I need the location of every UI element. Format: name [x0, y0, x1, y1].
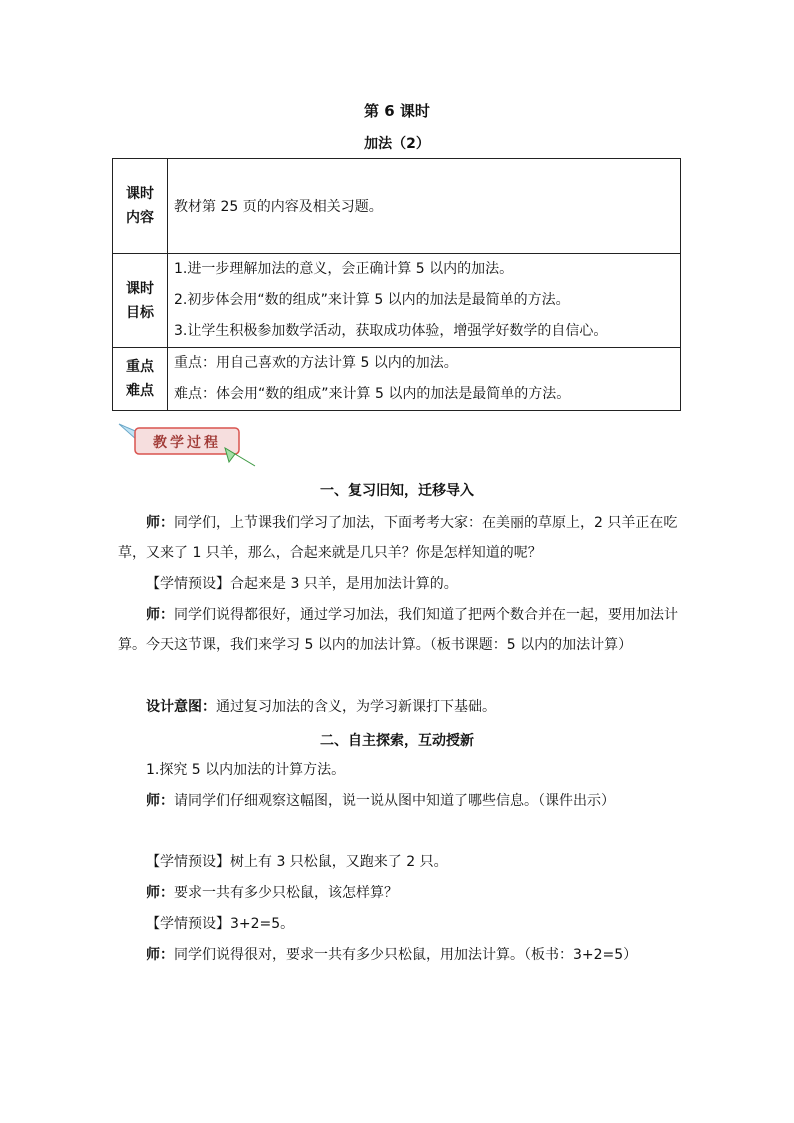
- badge-text: 教学过程: [153, 435, 221, 451]
- speaker-label: 师：: [146, 793, 174, 809]
- section2-paragraph: [118, 786, 683, 816]
- speaker-label: 师：: [146, 885, 174, 901]
- section1-preset: [118, 569, 683, 599]
- key-label-line1: 重点: [126, 359, 154, 375]
- table-row-key-points: [113, 348, 681, 411]
- section1-heading: 一、复习旧知，迁移导入: [320, 483, 474, 499]
- section2-paragraph: [118, 940, 683, 970]
- content-label-line1: 课时: [126, 186, 154, 202]
- goal-item: 3.让学生积极参加数学活动，获取成功体验，增强学好数学的自信心。: [174, 323, 608, 339]
- section1-paragraph: [118, 508, 683, 568]
- paragraph-text: 通过复习加法的含义，为学习新课打下基础。: [216, 699, 496, 715]
- goals-label-line2: 目标: [126, 304, 154, 321]
- goals-label-line1: 课时: [126, 280, 154, 297]
- content-label: [113, 159, 168, 254]
- preset-label: 【学情预设】: [146, 854, 230, 870]
- page-title: 第 6 课时: [364, 102, 430, 120]
- preset-label: 【学情预设】: [146, 576, 230, 592]
- paragraph-text: 要求一共有多少只松鼠，该怎样算？: [174, 885, 398, 901]
- section1-paragraph: [118, 600, 683, 660]
- teaching-process-badge: [117, 418, 257, 468]
- speaker-label: 师：: [146, 515, 174, 531]
- goal-item: 2.初步体会用“数的组成”来计算 5 以内的加法是最简单的方法。: [174, 292, 570, 308]
- speaker-label: 师：: [146, 947, 174, 963]
- speaker-label: 师：: [146, 607, 174, 623]
- goals-cell: [168, 254, 681, 348]
- key-point: 重点：用自己喜欢的方法计算 5 以内的加法。: [174, 355, 458, 371]
- table-row-content: [113, 159, 681, 254]
- goals-label: [113, 254, 168, 348]
- section2-preset: [118, 909, 683, 939]
- goal-item: 1.进一步理解加法的意义，会正确计算 5 以内的加法。: [174, 261, 514, 277]
- difficulty-point: 难点：体会用“数的组成”来计算 5 以内的加法是最简单的方法。: [174, 386, 571, 402]
- key-label-line2: 难点: [126, 383, 154, 399]
- paragraph-text: 同学们，上节课我们学习了加法，下面考考大家：在美丽的草原上，2 只羊正在吃草，又来了 1 只羊，那么，合起来就是几只羊？你是怎样知道的呢？: [118, 515, 678, 561]
- section2-heading: 二、自主探索，互动授新: [320, 733, 474, 749]
- paragraph-text: 3+2=5。: [230, 916, 295, 932]
- design-intent-label: 设计意图：: [146, 699, 216, 715]
- section2-paragraph: [118, 878, 683, 908]
- paragraph-text: 树上有 3 只松鼠，又跑来了 2 只。: [230, 854, 448, 870]
- content-label-line2: 内容: [126, 210, 154, 226]
- paragraph-text: 同学们说得都很好，通过学习加法，我们知道了把两个数合并在一起，要用加法计算。今天这节课，我们来学习 5 以内的加法计算。（板书课题：5 以内的加法计算）: [118, 607, 678, 653]
- content-cell: [168, 159, 681, 254]
- paragraph-text: 合起来是 3 只羊，是用加法计算的。: [230, 576, 458, 592]
- section2-preset: [118, 847, 683, 877]
- section2-item: 1.探究 5 以内加法的计算方法。: [146, 762, 346, 778]
- preset-label: 【学情预设】: [146, 916, 230, 932]
- paragraph-text: 请同学们仔细观察这幅图，说一说从图中知道了哪些信息。（课件出示）: [174, 793, 615, 809]
- section1-design-intent: [118, 692, 683, 722]
- content-text: 教材第 25 页的内容及相关习题。: [174, 199, 383, 215]
- key-label: [113, 348, 168, 411]
- key-cell: [168, 348, 681, 411]
- paragraph-text: 同学们说得很对，要求一共有多少只松鼠，用加法计算。（板书：3+2=5）: [174, 947, 638, 963]
- page-subtitle: 加法（2）: [364, 136, 430, 152]
- table-row-goals: [113, 254, 681, 348]
- lesson-info-table: [112, 158, 681, 411]
